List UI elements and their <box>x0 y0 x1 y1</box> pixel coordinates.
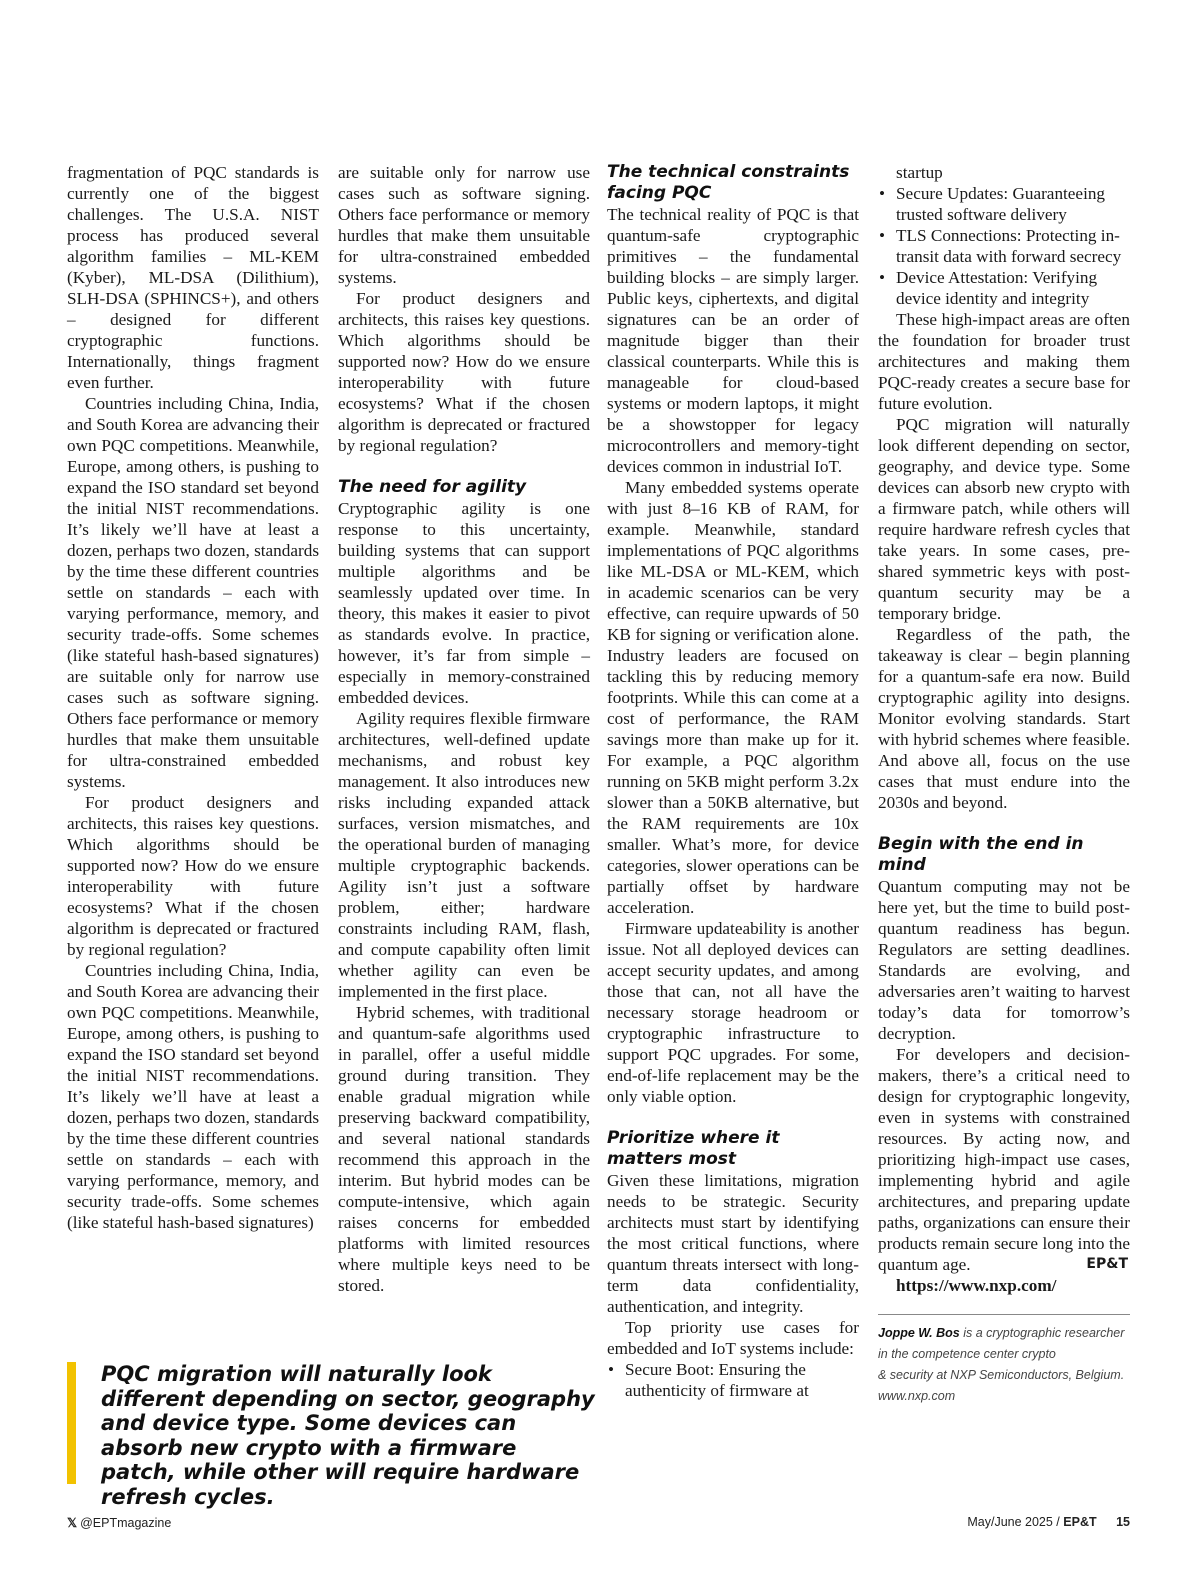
list-item: • Secure Updates: Guaranteeing trusted software delivery <box>878 183 1130 225</box>
body-paragraph: Hybrid schemes, with traditional and quantum-safe algorithms used in parallel, offer a useful middle ground during transition. They enable gradual migration while preserving backward compatibility, and several national standards recommend this approach in the interim. But hybrid modes can be compute-intensive, which again raises concerns for embedded platforms with limited resources where multiple keys need to be stored. <box>338 1003 590 1295</box>
body-paragraph: Regardless of the path, the takeaway is clear – begin planning for a quantum-safe era now. Build cryptographic agility into designs. Monitor evolving standards. Start with hybrid schemes where feasible. And above all, focus on the use cases that must endure into the 2030s and beyond. <box>878 625 1130 812</box>
list-item: • TLS Connections: Protecting in-transit data with forward secrecy <box>878 225 1130 267</box>
body-paragraph: For product designers and architects, this raises key questions. Which algorithms should be supported now? How do we ensure interoperability with future ecosystems? What if the chosen algorithm is deprecated or fractured by regional regulation? <box>67 793 319 959</box>
section-heading-prioritize: Prioritize where it matters most <box>607 1128 780 1169</box>
social-handle[interactable]: @EPTmagazine <box>80 1516 172 1530</box>
body-paragraph: Many embedded systems operate with just 8–16 KB of RAM, for example. Meanwhile, standard implementations of PQC algorithms like ML-DSA or ML-KEM, which in academic scenarios can be very effective, can require upwards of 50 KB for signing or verification alone. Industry leaders are focused on tackling this by reducing memory footprints. While this can come at a cost of performance, the RAM savings more than make up for it. For example, a PQC algorithm running on 5KB might perform 3.2x slower than a 50KB alternative, but the RAM requirements are 10x smaller. What’s more, for device categories, slower operations can be partially offset by hardware acceleration. <box>607 478 859 917</box>
body-paragraph: These high-impact areas are often the foundation for broader trust architectures and making them PQC-ready creates a secure base for future evolution. <box>878 310 1130 413</box>
body-paragraph: Quantum computing may not be here yet, but the time to build post-quantum readiness has begun. Regulators are setting deadlines. Standards are evolving, and adversaries aren’t waiting to harvest today’s data for tomorrow’s decryption. <box>878 877 1130 1043</box>
source-link[interactable]: https://www.nxp.com/ <box>896 1276 1057 1295</box>
page-number: 15 <box>1116 1515 1130 1529</box>
author-website-link[interactable]: www.nxp.com <box>878 1389 956 1403</box>
body-paragraph: Cryptographic agility is one response to this uncertainty, building systems that can support multiple algorithms and be seamlessly updated over time. In theory, this makes it easier to pivot as standards evolve. In practice, however, it’s far from simple – especially in memory-constrained embedded devices. <box>338 499 590 707</box>
bio-line: in the competence center crypto <box>878 1347 1056 1361</box>
section-heading-begin: Begin with the end in mind <box>878 834 1084 875</box>
use-case-list <box>607 1359 859 1401</box>
use-case-list <box>878 183 1130 309</box>
article-column-4 <box>878 162 1130 1407</box>
x-social-icon: 𝕏 <box>67 1516 78 1530</box>
body-paragraph: The technical reality of PQC is that quantum-safe cryptographic primitives – the fundamental building blocks – are simply larger. Public keys, ciphertexts, and digital signatures can be an order of magnitude bigger than their classical counterparts. While this is manageable for cloud-based systems or modern laptops, it might be a showstopper for legacy microcontrollers and memory-tight devices common in industrial IoT. <box>607 205 859 476</box>
article-column-1 <box>67 162 319 1233</box>
body-paragraph: For product designers and architects, this raises key questions. Which algorithms should be supported now? How do we ensure interoperability with future ecosystems? What if the chosen algorithm is deprecated or fractured by regional regulation? <box>338 289 590 455</box>
body-paragraph: Top priority use cases for embedded and IoT systems include: <box>607 1318 859 1358</box>
closing-paragraph-text: For developers and decision-makers, there’s a critical need to design for cryptographic longevity, even in systems with constrained resources. By acting now, and prioritizing high-impact use cases, implementing hybrid and agile architectures, and preparing update paths, organizations can ensure their products remain secure long into the quantum age. <box>878 1045 1130 1274</box>
magazine-name: EP&T <box>1063 1515 1097 1529</box>
bio-line: is a cryptographic researcher <box>963 1326 1125 1340</box>
section-heading-technical-constraints: The technical constraints facing PQC <box>607 162 850 203</box>
footer-social <box>67 1515 171 1530</box>
body-paragraph: PQC migration will naturally look different depending on sector, geography, and device type. Some devices can absorb new crypto with a firmware patch, while others will require hardware refresh cycles that take years. In some cases, pre-shared symmetric keys with post-quantum security may be a temporary bridge. <box>878 415 1130 623</box>
body-paragraph: fragmentation of PQC standards is currently one of the biggest challenges. The U.S.A. NIST process has produced several algorithm families – ML-KEM (Kyber), ML-DSA (Dilithium), SLH-DSA (SPHINCS+), and others – designed for different cryptographic functions. Internationally, things fragment even further. <box>67 163 319 392</box>
list-item-continuation: startup <box>896 163 943 182</box>
article-column-3 <box>607 162 859 1401</box>
body-paragraph: are suitable only for narrow use cases such as software signing. Others face performance or memory hurdles that make them unsuitable for ultra-constrained embedded systems. <box>338 163 590 287</box>
body-paragraph: Countries including China, India, and South Korea are advancing their own PQC competitions. Meanwhile, Europe, among others, is pushing to expand the ISO standard set beyond the initial NIST recommendations. It’s likely we’ll have at least a dozen, perhaps two dozen, standards by the time these different countries settle on standards – each with varying performance, memory, and security trade-offs. Some schemes (like stateful hash-based signatures) <box>67 961 320 1232</box>
end-mark: EP&T <box>1086 1256 1128 1272</box>
bio-line: & security at NXP Semiconductors, Belgium. <box>878 1368 1125 1382</box>
section-heading-agility: The need for agility <box>338 477 527 497</box>
body-paragraph <box>878 1044 1130 1275</box>
article-column-2 <box>338 162 590 1296</box>
list-item: • Secure Boot: Ensuring the authenticity of firmware at <box>607 1359 859 1401</box>
body-paragraph: Firmware updateability is another issue. Not all deployed devices can accept security updates, and among those that can, not all have the necessary storage headroom or cryptographic infrastructure to support PQC upgrades. For some, end-of-life replacement may be the only viable option. <box>607 919 859 1106</box>
author-name: Joppe W. Bos <box>878 1326 960 1340</box>
list-item: • Device Attestation: Verifying device identity and integrity <box>878 267 1130 309</box>
issue-date: May/June 2025 / <box>967 1515 1060 1529</box>
pull-quote <box>67 1362 597 1509</box>
pull-quote-text: PQC migration will naturally look different depending on sector, geography and device type. Some devices can absorb new crypto with a firmware patch, while other will require hardware refresh cycles. <box>101 1362 595 1509</box>
body-paragraph: Agility requires flexible firmware architectures, well-defined update mechanisms, and robust key management. It also introduces new risks including expanded attack surfaces, version mismatches, and the operational burden of managing multiple cryptographic backends. Agility isn’t just a software problem, either; hardware constraints including RAM, flash, and compute capability often limit whether agility can even be implemented in the first place. <box>338 709 590 1001</box>
author-bio <box>878 1314 1130 1407</box>
body-paragraph: Countries including China, India, and South Korea are advancing their own PQC competitions. Meanwhile, Europe, among others, is pushing to expand the ISO standard set beyond the initial NIST recommendations. It’s likely we’ll have at least a dozen, perhaps two dozen, standards by the time these different countries settle on standards – each with varying performance, memory, and security trade-offs. Some schemes (like stateful hash-based signatures) are suitable only for narrow use cases such as software signing. Others face performance or memory hurdles that make them unsuitable for ultra-constrained embedded systems. <box>67 394 320 791</box>
footer-issue-info <box>967 1515 1130 1529</box>
body-paragraph: Given these limitations, migration needs to be strategic. Security architects must start by identifying the most critical functions, where quantum threats intersect with long-term data confidentiality, authentication, and integrity. <box>607 1171 859 1316</box>
